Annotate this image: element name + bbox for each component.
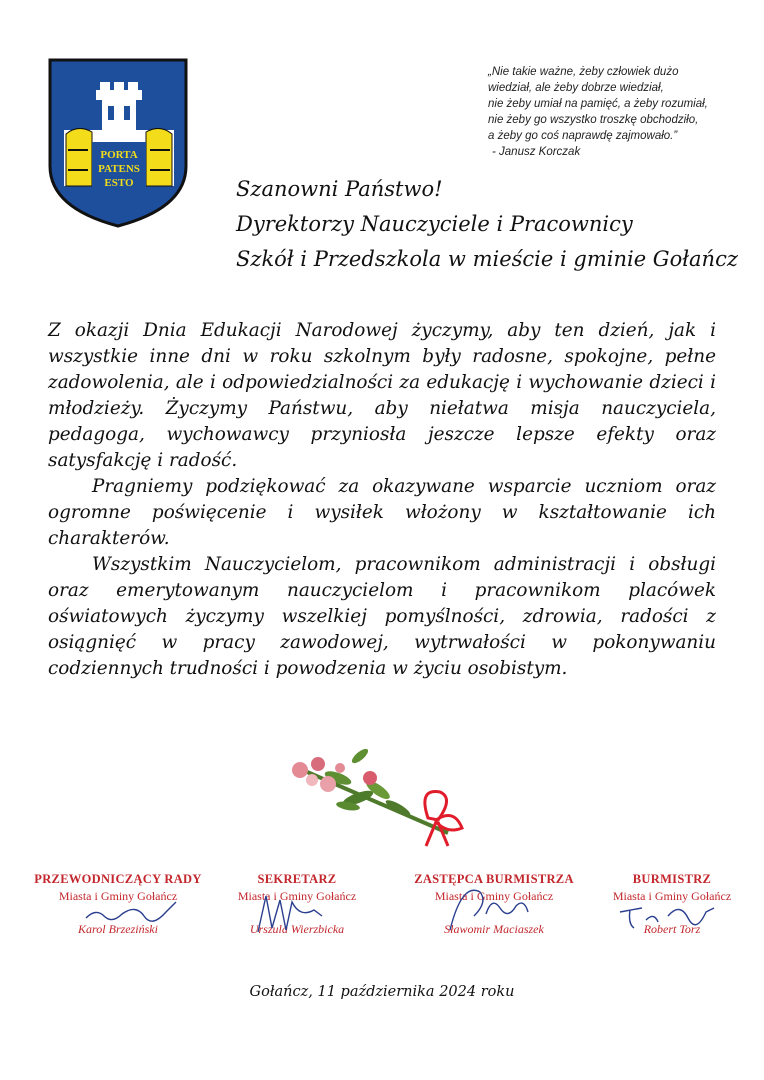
motto-line-1: PORTA	[100, 149, 138, 161]
quote-line: nie żeby go wszystko troszkę obchodziło,	[488, 114, 699, 126]
signatory-name: Sławomir Maciaszek	[444, 922, 544, 936]
letter-body	[48, 318, 716, 682]
quote-line: „Nie takie ważne, żeby człowiek dużo	[488, 66, 679, 78]
greeting-line-2: Dyrektorzy Nauczyciele i Pracownicy	[236, 212, 633, 236]
signatory-mayor	[602, 872, 742, 937]
greeting-line-3: Szkół i Przedszkola w mieście i gminie Gołańcz	[236, 247, 738, 271]
letter-date: Gołańcz, 11 października 2024 roku	[249, 984, 515, 1000]
signatory-name: Urszula Wierzbicka	[249, 922, 345, 936]
signatory-role: BURMISTRZ	[632, 872, 712, 886]
signatory-role: PRZEWODNICZĄCY RADY	[34, 872, 202, 886]
coat-of-arms-logo	[48, 58, 188, 228]
motto-line-3: ESTO	[104, 177, 134, 189]
greeting-line-1: Szanowni Państwo!	[236, 177, 443, 201]
handwritten-signature	[602, 872, 742, 952]
signatory-role: SEKRETARZ	[257, 872, 337, 886]
signatory-secretary	[222, 872, 372, 937]
signatory-org: Miasta i Gminy Gołańcz	[237, 889, 357, 903]
signatory-org: Miasta i Gminy Gołańcz	[58, 889, 178, 903]
quote-line: a żeby go coś naprawdę zajmowało.”	[488, 130, 678, 142]
signatures-section	[0, 872, 764, 952]
signatory-name: Robert Torz	[643, 922, 701, 936]
handwritten-signature	[222, 872, 372, 952]
signatory-council-chairman	[26, 872, 210, 937]
handwritten-signature	[26, 872, 210, 952]
handwritten-signature	[388, 872, 600, 952]
quote-line: wiedział, ale żeby dobrze wiedział,	[488, 82, 664, 94]
paragraph-1: Z okazji Dnia Edukacji Narodowej życzymy, aby ten dzień, jak i wszystkie inne dni w roku szkolnym były radosne, spokojne, pełne zadowolenia, ale i odpowiedzialności za edukację i wychowanie dzieci i młodzieży. Życzymy Państwu, aby niełatwa misja nauczyciela, pedagoga, wychowawcy przyniosła jeszcze lepsze efekty oraz satysfakcję i radość.	[48, 320, 716, 471]
signatory-name: Karol Brzeziński	[78, 922, 158, 936]
signatory-org: Miasta i Gminy Gołańcz	[434, 889, 554, 903]
greeting	[236, 172, 738, 277]
quote-author: - Janusz Korczak	[492, 146, 581, 158]
korczak-quote	[488, 64, 758, 160]
flower-bouquet-illustration	[278, 748, 478, 848]
motto-line-2: PATENS	[98, 163, 140, 175]
quote-line: nie żeby umiał na pamięć, a żeby rozumiał,	[488, 98, 708, 110]
paragraph-3: Wszystkim Nauczycielom, pracownikom administracji i obsługi oraz emerytowanym nauczycielom i pracownikom placówek oświatowych życzymy wszelkiej pomyślności, zdrowia, radości z osiągnięć w pracy zawodowej, wytrwałości w pokonywaniu codziennych trudności i powodzenia w życiu osobistym.	[48, 554, 716, 679]
signatory-deputy-mayor	[388, 872, 600, 937]
paragraph-2: Pragniemy podziękować za okazywane wsparcie uczniom oraz ogromne poświęcenie i wysiłek włożony w kształtowanie ich charakterów.	[48, 476, 716, 549]
signatory-role: ZASTĘPCA BURMISTRZA	[414, 872, 574, 886]
signatory-org: Miasta i Gminy Gołańcz	[612, 889, 732, 903]
